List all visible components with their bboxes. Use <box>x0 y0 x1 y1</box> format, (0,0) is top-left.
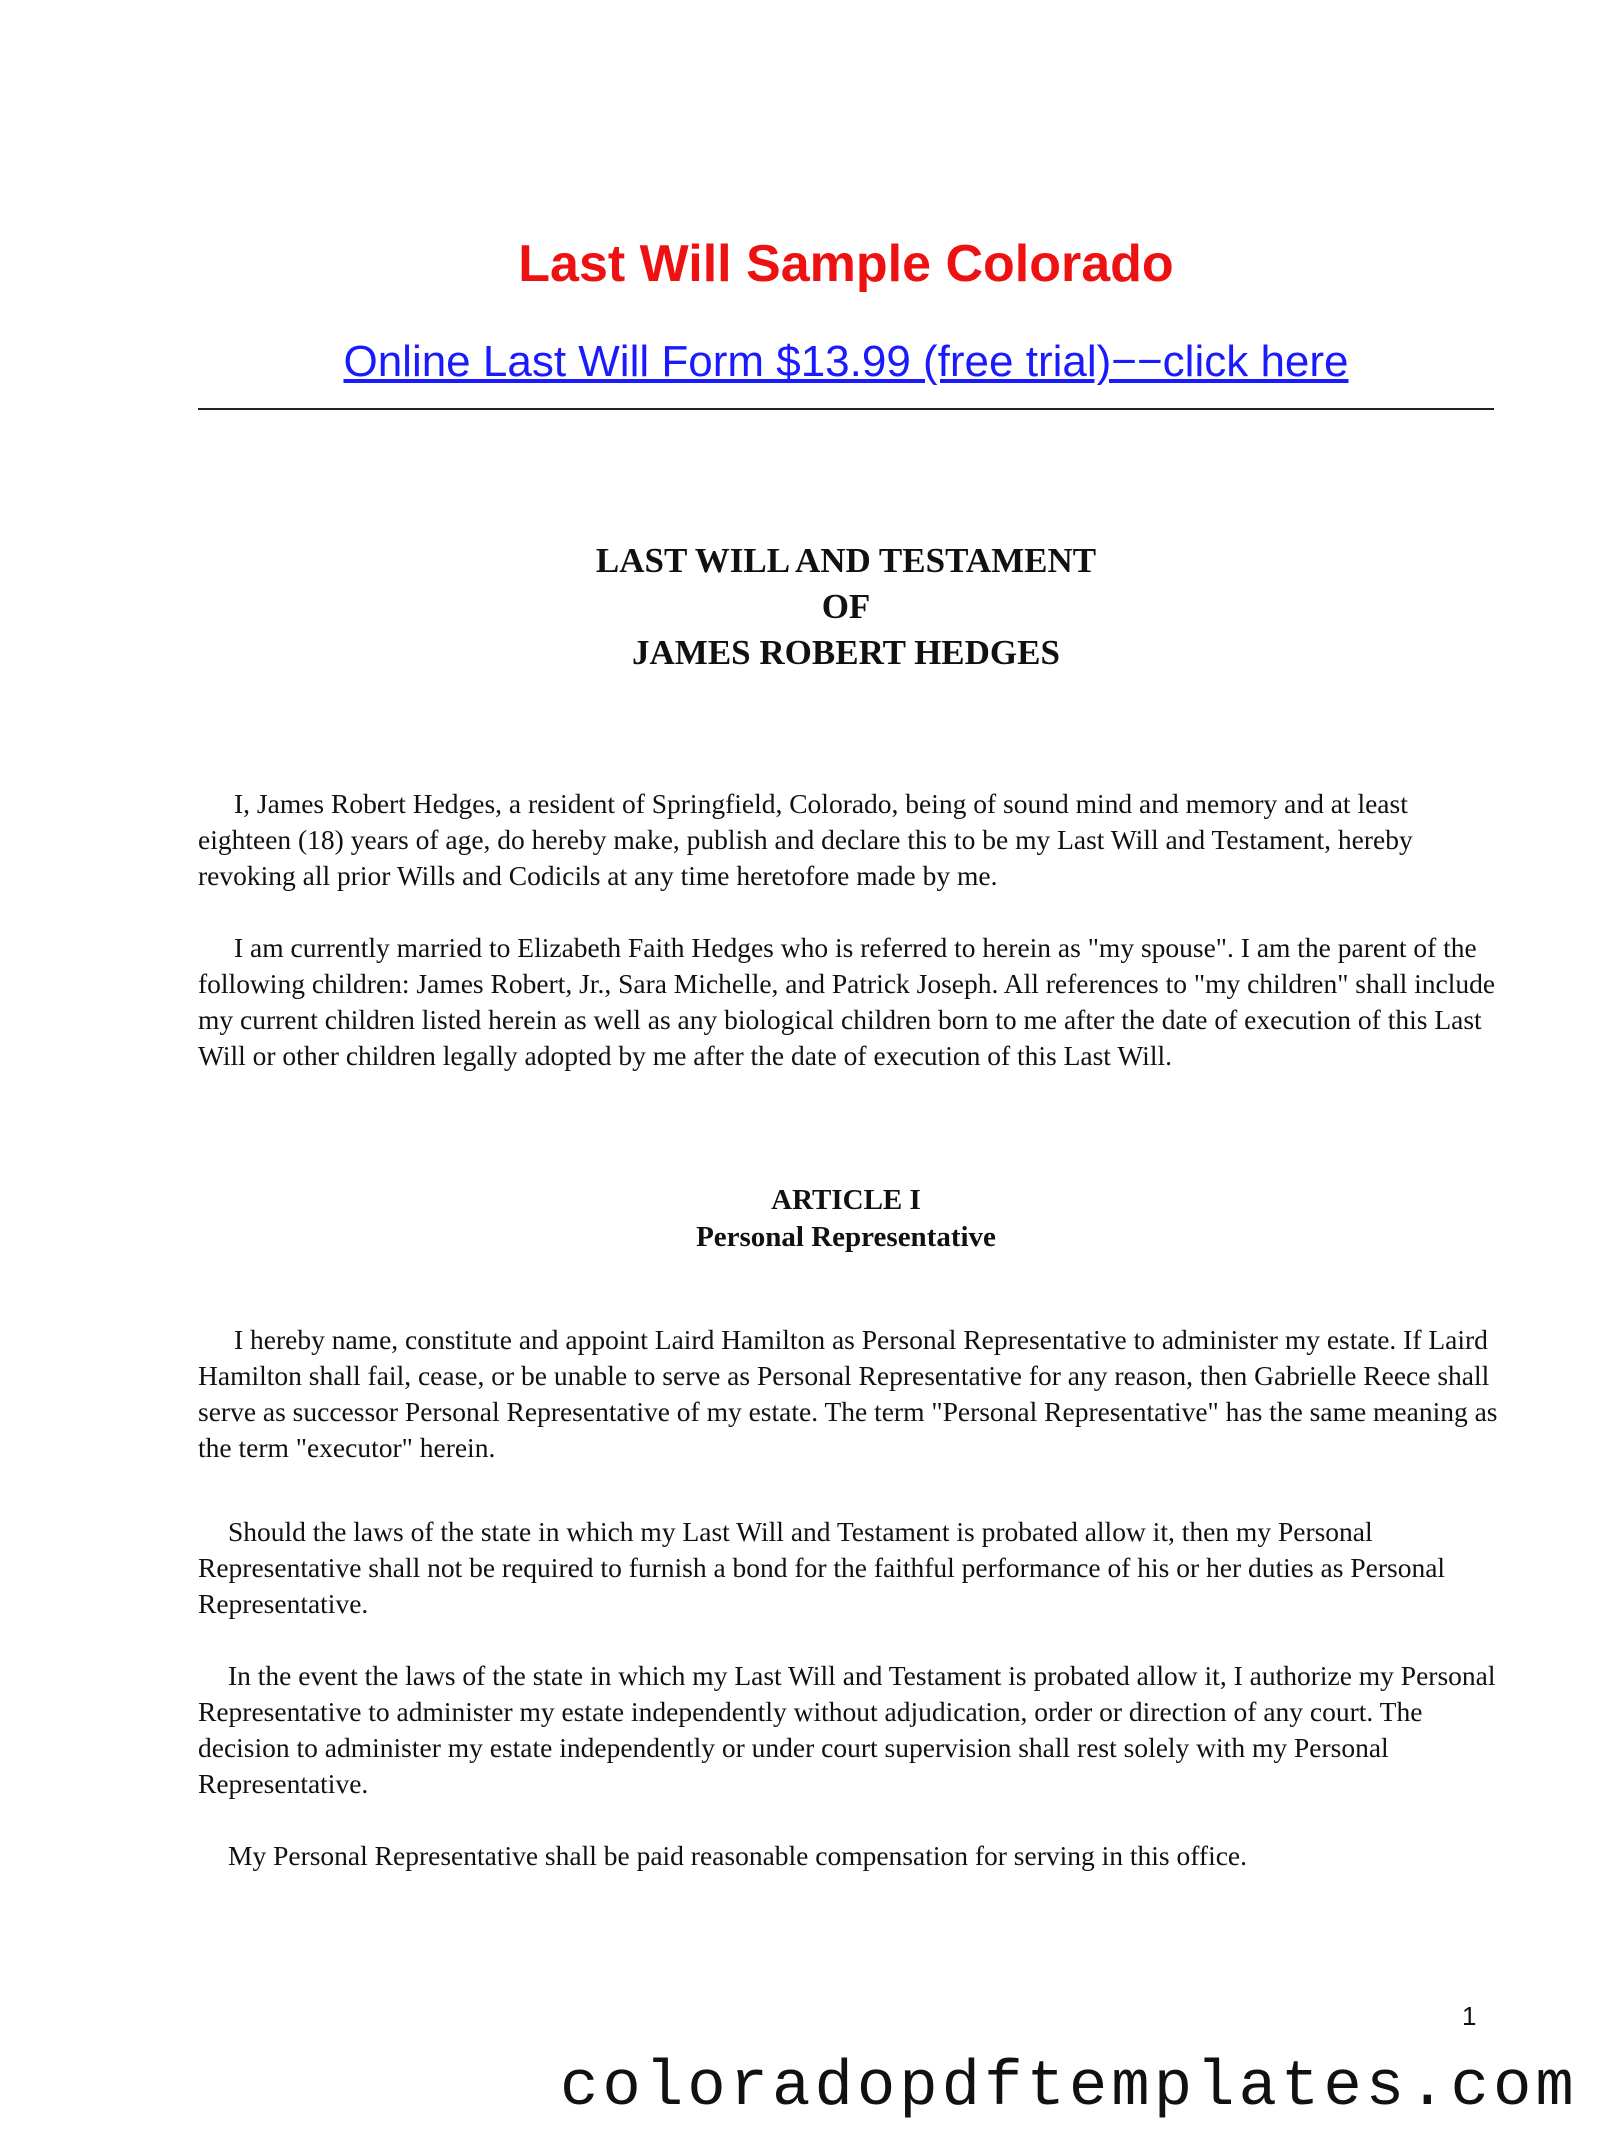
will-heading-line-3: JAMES ROBERT HEDGES <box>632 633 1060 672</box>
will-heading-line-1: LAST WILL AND TESTAMENT <box>595 541 1097 580</box>
intro-paragraph-declaration: I, James Robert Hedges, a resident of Springfield, Colorado, being of sound mind and memory and at least eighteen (18) years of age, do hereby make, publish and declare this to be my Last Will and Testament, hereby revoking all prior Wills and Codicils at any time heretofore made by me. <box>198 788 1413 891</box>
online-form-link[interactable]: Online Last Will Form $13.99 (free trial)−−click here <box>343 337 1349 386</box>
article-paragraph-appointment: I hereby name, constitute and appoint Laird Hamilton as Personal Representative to administer my estate. If Laird Hamilton shall fail, cease, or be unable to serve as Personal Representative for any reason, then Gabrielle Reece shall serve as successor Personal Representative of my estate. The term "Personal Representative" has the same meaning as the term "executor" herein. <box>198 1324 1498 1463</box>
article-title: Personal Representative <box>696 1221 996 1253</box>
site-watermark: coloradopdftemplates.com <box>560 2052 1578 2124</box>
article-paragraph-compensation: My Personal Representative shall be paid reasonable compensation for serving in this office. <box>228 1840 1248 1871</box>
page-number: 1 <box>1462 2001 1477 2031</box>
intro-paragraph-family: I am currently married to Elizabeth Faith Hedges who is referred to herein as "my spouse". I am the parent of the following children: James Robert, Jr., Sara Michelle, and Patrick Joseph. All references to "my children" shall include my current children listed herein as well as any biological children born to me after the date of execution of this Last Will or other children legally adopted by me after the date of execution of this Last Will. <box>198 932 1496 1071</box>
article-paragraph-independent-administration: In the event the laws of the state in which my Last Will and Testament is probated allow it, I authorize my Personal Representative to administer my estate independently without adjudication, order or direction of any court. The decision to administer my estate independently or under court supervision shall rest solely with my Personal Representative. <box>198 1660 1496 1799</box>
article-heading <box>0 1182 1612 1256</box>
article-number: ARTICLE I <box>771 1184 921 1216</box>
will-heading <box>0 538 1612 676</box>
horizontal-divider <box>198 408 1494 410</box>
page-title: Last Will Sample Colorado <box>518 235 1174 293</box>
article-paragraph-bond: Should the laws of the state in which my Last Will and Testament is probated allow it, then my Personal Representative shall not be required to furnish a bond for the faithful performance of his or her duties as Personal Representative. <box>198 1516 1446 1619</box>
will-heading-line-2: OF <box>821 587 871 626</box>
